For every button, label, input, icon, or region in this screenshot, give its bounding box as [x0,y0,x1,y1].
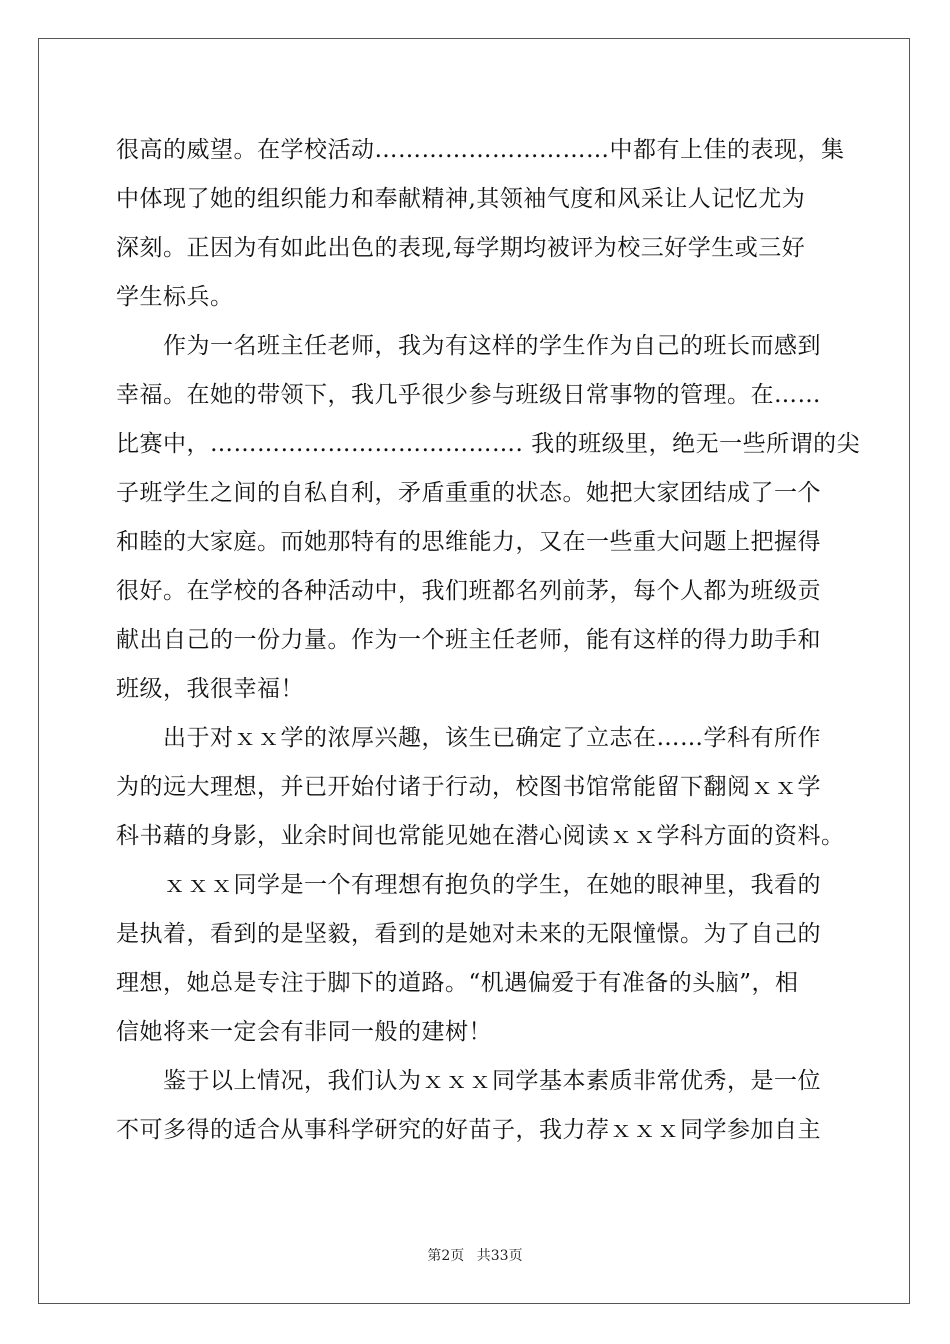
text-line: 理想，她总是专注于脚下的道路。“机遇偏爱于有准备的头脑”，相 [116,970,799,996]
text-line: ｘｘｘ同学是一个有理想有抱负的学生，在她的眼神里，我看的 [116,872,821,898]
text-line: 鉴于以上情况，我们认为ｘｘｘ同学基本素质非常优秀，是一位 [116,1068,821,1094]
text-line: 为的远大理想，并已开始付诸于行动，校图书馆常能留下翻阅ｘｘ学 [116,774,821,800]
document-body [116,126,861,1155]
text-line: 很好。在学校的各种活动中，我们班都名列前茅，每个人都为班级贡 [116,578,821,604]
text-line: 信她将来一定会有非同一般的建树！ [116,1019,492,1045]
text-line: 献出自己的一份力量。作为一个班主任老师，能有这样的得力助手和 [116,627,821,653]
text-line: 很高的威望。在学校活动…………………………中都有上佳的表现，集 [116,137,845,163]
text-line: 不可多得的适合从事科学研究的好苗子，我力荐ｘｘｘ同学参加自主 [116,1117,821,1143]
text-line: 深刻。正因为有如此出色的表现,每学期均被评为校三好学生或三好 [116,235,806,261]
text-line: 作为一名班主任老师，我为有这样的学生作为自己的班长而感到 [116,333,821,359]
text-line: 学生标兵。 [116,284,234,310]
text-line: 子班学生之间的自私自利，矛盾重重的状态。她把大家团结成了一个 [116,480,821,506]
page-number: 第2页 [427,1248,465,1264]
text-line: 中体现了她的组织能力和奉献精神,其领袖气度和风采让人记忆尤为 [116,186,806,212]
text-line: 出于对ｘｘ学的浓厚兴趣，该生已确定了立志在……学科有所作 [116,725,821,751]
text-line: 班级，我很幸福！ [116,676,304,702]
page-total: 共33页 [476,1248,523,1264]
text-line: 和睦的大家庭。而她那特有的思维能力，又在一些重大问题上把握得 [116,529,821,555]
text-line: 比赛中，…………………………………. 我的班级里，绝无一些所谓的尖 [116,431,861,457]
text-line: 科书藉的身影，业余时间也常能见她在潜心阅读ｘｘ学科方面的资料。 [116,823,845,849]
text-line: 是执着，看到的是坚毅，看到的是她对未来的无限憧憬。为了自己的 [116,921,821,947]
text-line: 幸福。在她的带领下，我几乎很少参与班级日常事物的管理。在…… [116,382,821,408]
page-footer [0,1245,950,1265]
